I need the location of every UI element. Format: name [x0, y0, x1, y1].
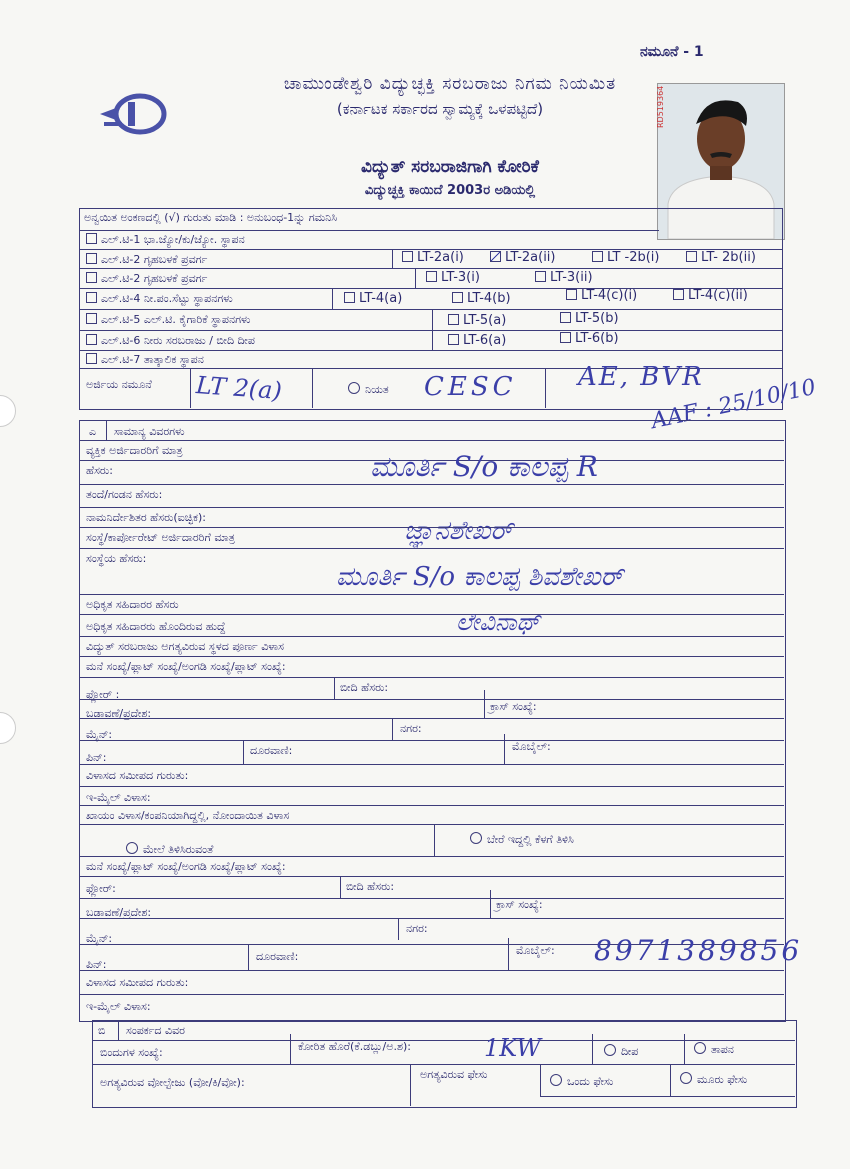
- load-value[interactable]: 1KW: [484, 1034, 542, 1062]
- lt7-checkbox[interactable]: [86, 353, 97, 364]
- phone-label: ದೂರವಾಣಿ:: [250, 744, 293, 757]
- checkbox[interactable]: [673, 289, 684, 300]
- lt5-checkbox[interactable]: [86, 313, 97, 324]
- phase-label: ಅಗತ್ಯವಿರುವ ಫೇಸು: [420, 1068, 488, 1081]
- radio[interactable]: [680, 1072, 692, 1084]
- permanent-address-header: ಖಾಯಂ ವಿಳಾಸ/ಕಂಪನಿಯಾಗಿದ್ದಲ್ಲಿ, ನೋಂದಾಯಿತ ವಿಳಾಸ: [86, 809, 290, 822]
- street-2-label: ಬೀದಿ ಹೆಸರು:: [346, 880, 395, 893]
- landmark-label: ವಿಳಾಸದ ಸಮೀಪದ ಗುರುತು:: [86, 769, 189, 782]
- option-lt3-ii[interactable]: LT-3(ii): [535, 270, 593, 285]
- category-lt4[interactable]: [86, 292, 233, 306]
- same-as-above-option[interactable]: ಮೇಲೆ ತಿಳಿಸಿರುವಂತೆ: [126, 842, 213, 857]
- lt1-checkbox[interactable]: [86, 233, 97, 244]
- checkbox[interactable]: [448, 334, 459, 345]
- checkbox[interactable]: [426, 271, 437, 282]
- application-form-value[interactable]: LT 2(a): [195, 371, 283, 405]
- city-label: ನಗರ:: [400, 722, 422, 735]
- mobile-2-value[interactable]: 8971389856: [594, 934, 803, 967]
- pin-label: ಪಿನ್:: [86, 751, 107, 764]
- regular-value[interactable]: CESC: [424, 372, 517, 402]
- main-label: ಮೈನ್:: [86, 728, 113, 741]
- street-label: ಬೀದಿ ಹೆಸರು:: [340, 681, 389, 694]
- area-label: ಬಡಾವಣೆ/ಪ್ರದೇಶ:: [86, 707, 152, 720]
- org-name: ಚಾಮುಂಡೇಶ್ವರಿ ವಿದ್ಯುಚ್ಛಕ್ತಿ ಸರಬರಾಜು ನಿಗಮ ನಿಯಮಿತ: [283, 74, 617, 94]
- lt7-label: ಎಲ್.ಟಿ-7 ತಾತ್ಕಾಲಿಕ ಸ್ಥಾಪನ: [101, 353, 204, 366]
- phone-2-label: ದೂರವಾಣಿ:: [256, 950, 299, 963]
- category-lt2[interactable]: [86, 253, 207, 267]
- lt4-label: ಎಲ್.ಟಿ-4 ನೀ.ಪಂ.ಸೆಟ್ಟು ಸ್ಥಾಪನಗಳು: [101, 292, 233, 305]
- area-2-label: ಬಡಾವಣೆ/ಪ್ರದೇಶ:: [86, 906, 152, 919]
- mobile-label: ಮೊಬೈಲ್:: [512, 740, 551, 753]
- auth-designation-value[interactable]: ಲೇವಿನಾಥ್: [456, 608, 540, 636]
- pin-2-label: ಪಿನ್:: [86, 958, 107, 971]
- option-lt6-a[interactable]: LT-6(a): [448, 333, 506, 348]
- floor-2-label: ಫ್ಲೋರ್:: [86, 882, 116, 895]
- regular-option[interactable]: ನಿಯತ: [348, 382, 389, 397]
- radio[interactable]: [694, 1042, 706, 1054]
- binder-hole-bottom: [0, 712, 16, 744]
- house-number-2-label: ಮನೆ ಸಂಖ್ಯೆ/ಫ್ಲಾಟ್ ಸಂಖ್ಯೆ/ಅಂಗಡಿ ಸಂಖ್ಯೆ/ಪ್ಲಾಟ್ ಸಂಖ್ಯೆ:: [86, 860, 286, 873]
- email-label: ಇ-ಮೈಲ್ ವಿಳಾಸ:: [86, 791, 151, 804]
- checkbox[interactable]: [535, 271, 546, 282]
- org-name-value[interactable]: ಮೂರ್ತಿ S/o ಕಾಲಪ್ಪ ಶಿವಶೇಖರ್: [336, 562, 623, 592]
- option-lt5-b[interactable]: LT-5(b): [560, 311, 619, 326]
- photo-code: RD519364: [656, 85, 665, 128]
- lt6-label: ಎಲ್.ಟಿ-6 ನೀರು ಸರಬರಾಜು / ಬೀದಿ ದೀಪ: [101, 334, 255, 347]
- voltage-label: ಅಗತ್ಯವಿರುವ ವೋಲ್ಟೇಜು (ವೋ/ಕಿ/ವೋ):: [100, 1076, 245, 1089]
- company-only-label: ಸಂಸ್ಥೆ/ಕಾರ್ಪೋರೇಟ್ ಅರ್ಜಿದಾರರಿಗೆ ಮಾತ್ರ: [86, 531, 235, 544]
- section-b-number: ಬಿ: [98, 1024, 106, 1037]
- category-lt7[interactable]: [86, 353, 204, 367]
- option-lt5-a[interactable]: LT-5(a): [448, 313, 506, 328]
- option-lt2b-ii[interactable]: LT- 2b(ii): [686, 250, 756, 265]
- option-lt4-c-ii[interactable]: LT-4(c)(ii): [673, 288, 748, 303]
- lt2-label: ಎಲ್.ಟಿ-2 ಗೃಹಬಳಕೆ ಪ್ರವರ್ಗ: [101, 253, 208, 266]
- form-title: ವಿದ್ಯುತ್ ಸರಬರಾಜಿಗಾಗಿ ಕೋರಿಕೆ: [361, 157, 539, 177]
- category-lt3[interactable]: [86, 272, 207, 286]
- option-lt3-i[interactable]: LT-3(i): [426, 270, 480, 285]
- option-lt2b-i[interactable]: LT -2b(i): [592, 250, 660, 265]
- reference-note: AAF : 25/10/10: [649, 374, 819, 435]
- radio[interactable]: [604, 1044, 616, 1056]
- cesc-logo-icon: [98, 92, 172, 136]
- org-name-label: ಸಂಸ್ಥೆಯ ಹೆಸರು:: [86, 552, 147, 565]
- lt3-checkbox[interactable]: [86, 272, 97, 283]
- nominee-value[interactable]: ಜ್ಞಾನಶೇಖರ್: [404, 516, 513, 546]
- cross-label: ಕ್ರಾಸ್ ಸಂಖ್ಯೆ:: [490, 700, 537, 713]
- section-b-title: ಸಂಪರ್ಕದ ವಿವರ: [126, 1024, 185, 1037]
- checkbox[interactable]: [452, 292, 463, 303]
- category-lt6[interactable]: [86, 334, 255, 348]
- other-address-option[interactable]: ಬೇರೆ ಇದ್ದಲ್ಲಿ ಕೆಳಗೆ ತಿಳಿಸಿ: [470, 832, 574, 847]
- option-lt2a-ii[interactable]: LT-2a(ii): [490, 250, 556, 265]
- lt6-checkbox[interactable]: [86, 334, 97, 345]
- radio[interactable]: [126, 842, 138, 854]
- category-lt1[interactable]: [86, 233, 245, 247]
- single-phase-option[interactable]: ಒಂದು ಫೇಸು: [550, 1074, 613, 1089]
- cross-2-label: ಕ್ರಾಸ್ ಸಂಖ್ಯೆ:: [496, 898, 543, 911]
- checkbox-checked[interactable]: [490, 251, 501, 262]
- form-subtitle: ವಿದ್ಯುಚ್ಛಕ್ತಿ ಕಾಯಿದೆ 2003ರ ಅಡಿಯಲ್ಲಿ: [364, 183, 536, 198]
- radio[interactable]: [348, 382, 360, 394]
- lt2-checkbox[interactable]: [86, 253, 97, 264]
- org-subtitle: (ಕರ್ನಾಟಕ ಸರ್ಕಾರದ ಸ್ವಾಮ್ಯಕ್ಕೆ ಒಳಪಟ್ಟಿದೆ): [336, 100, 544, 118]
- radio[interactable]: [550, 1074, 562, 1086]
- section-a-title: ಸಾಮಾನ್ಯ ವಿವರಗಳು: [114, 425, 185, 438]
- individual-only-label: ವ್ಯಕ್ತಿಕ ಅರ್ಜಿದಾರರಿಗೆ ಮಾತ್ರ: [86, 444, 183, 457]
- checkbox[interactable]: [592, 251, 603, 262]
- option-lt4-c-i[interactable]: LT-4(c)(i): [566, 288, 637, 303]
- option-lt2a-i[interactable]: LT-2a(i): [402, 250, 464, 265]
- city-2-label: ನಗರ:: [406, 922, 428, 935]
- checkbox[interactable]: [448, 314, 459, 325]
- auth-signatory-name-label: ಅಧಿಕೃತ ಸಹಿದಾರರ ಹೆಸರು: [86, 598, 179, 611]
- option-lt6-b[interactable]: LT-6(b): [560, 331, 619, 346]
- three-phase-option[interactable]: ಮೂರು ಫೇಸು: [680, 1072, 747, 1087]
- checkbox[interactable]: [566, 289, 577, 300]
- supply-address-header: ವಿದ್ಯುತ್ ಸರಬರಾಜು ಅಗತ್ಯವಿರುವ ಸ್ಥಳದ ಪೂರ್ಣ ವಿಳಾಸ: [86, 640, 284, 653]
- lt4-checkbox[interactable]: [86, 292, 97, 303]
- option-lt4-a[interactable]: LT-4(a): [344, 291, 402, 306]
- name-label: ಹೆಸರು:: [86, 464, 113, 477]
- nominee-name-label: ನಾಮನಿರ್ದೇಶಿತರ ಹೆಸರು(ಐಚ್ಛಿಕ):: [86, 511, 206, 524]
- heating-option[interactable]: ತಾಪನ: [694, 1042, 734, 1057]
- name-value[interactable]: ಮೂರ್ತಿ S/o ಕಾಲಪ್ಪ R: [370, 450, 598, 483]
- load-label: ಕೋರಿತ ಹೊರೆ(ಕೆ.ಡಬ್ಲು/ಅ.ಶ):: [298, 1040, 411, 1053]
- category-instruction: ಅನ್ವಯಿತ ಅಂಕಣದಲ್ಲಿ (√) ಗುರುತು ಮಾಡಿ : ಅನುಬಂಧ-1ನ್ನು ಗಮನಿಸಿ: [84, 211, 338, 224]
- option-lt4-b[interactable]: LT-4(b): [452, 291, 511, 306]
- auth-signatory-designation-label: ಅಧಿಕೃತ ಸಹಿದಾರರು ಹೊಂದಿರುವ ಹುದ್ದೆ: [86, 620, 226, 633]
- category-lt5[interactable]: [86, 313, 251, 327]
- checkbox[interactable]: [560, 332, 571, 343]
- form-number: ನಮೂನೆ - 1: [640, 44, 704, 60]
- house-number-label: ಮನೆ ಸಂಖ್ಯೆ/ಫ್ಲಾಟ್ ಸಂಖ್ಯೆ/ಅಂಗಡಿ ಸಂಖ್ಯೆ/ಪ್ಲಾಟ್ ಸಂಖ್ಯೆ:: [86, 660, 286, 673]
- floor-label: ಫ್ಲೋರ್ :: [86, 688, 120, 701]
- section-a-number: ಎ: [89, 425, 97, 438]
- points-label: ಬಿಂದುಗಳ ಸಂಖ್ಯೆ:: [100, 1046, 163, 1059]
- mobile-2-label: ಮೊಬೈಲ್:: [516, 944, 555, 957]
- lt3-label: ಎಲ್.ಟಿ-2 ಗೃಹಬಳಕೆ ಪ್ರವರ್ಗ: [101, 272, 208, 285]
- radio[interactable]: [470, 832, 482, 844]
- checkbox[interactable]: [402, 251, 413, 262]
- binder-hole-top: [0, 395, 16, 427]
- application-form-label: ಅರ್ಜಿಯ ನಮೂನೆ: [86, 378, 152, 391]
- main-2-label: ಮೈನ್:: [86, 932, 113, 945]
- sub-division-value[interactable]: AE, BVR: [578, 362, 704, 392]
- father-name-label: ತಂದೆ/ಗಂಡನ ಹೆಸರು:: [86, 488, 163, 501]
- checkbox[interactable]: [560, 312, 571, 323]
- checkbox[interactable]: [686, 251, 697, 262]
- light-option[interactable]: ದೀಪ: [604, 1044, 638, 1059]
- lt5-label: ಎಲ್.ಟಿ-5 ಎಲ್.ಟಿ. ಕೈಗಾರಿಕೆ ಸ್ಥಾಪನಗಳು: [101, 313, 251, 326]
- landmark-2-label: ವಿಳಾಸದ ಸಮೀಪದ ಗುರುತು:: [86, 976, 189, 989]
- checkbox[interactable]: [344, 292, 355, 303]
- lt1-label: ಎಲ್.ಟಿ-1 ಭಾ.ಜ್ಯೋ/ಕು/ಜ್ಯೋ. ಸ್ಥಾಪನ: [101, 233, 245, 246]
- email-2-label: ಇ-ಮೈಲ್ ವಿಳಾಸ:: [86, 1000, 151, 1013]
